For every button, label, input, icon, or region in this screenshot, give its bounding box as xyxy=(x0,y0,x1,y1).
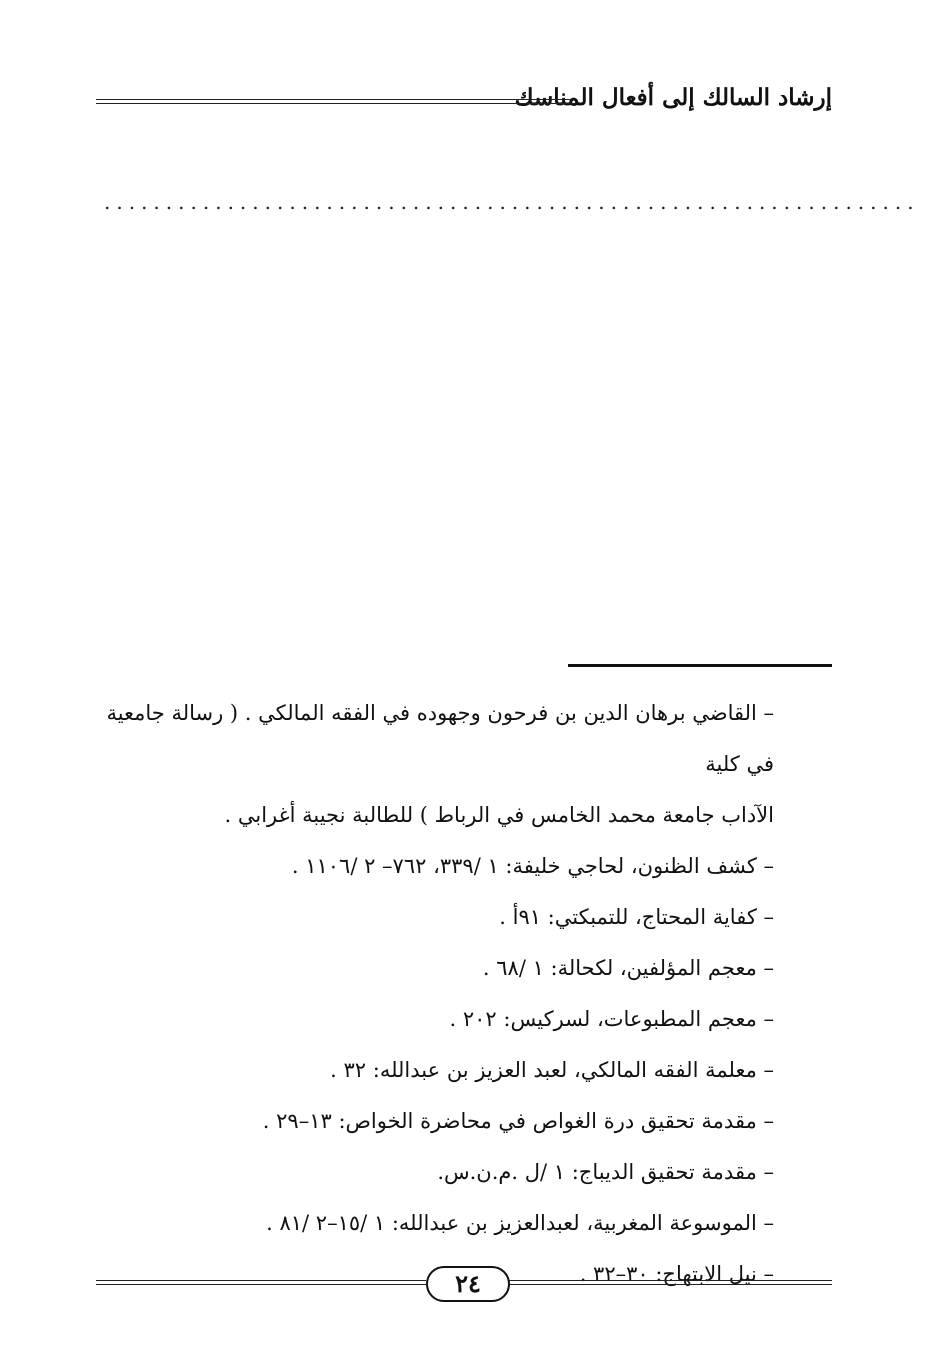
reference-text: – كفاية المحتاج، للتمبكتي: ٩١أ . xyxy=(499,905,774,929)
reference-text: – مقدمة تحقيق درة الغواص في محاضرة الخواص: ١٣–٢٩ . xyxy=(262,1109,774,1133)
dotted-separator: .................................................................. xyxy=(104,190,920,214)
reference-item xyxy=(90,892,774,943)
reference-text: – القاضي برهان الدين بن فرحون وجهوده في الفقه المالكي . ( رسالة جامعية في كلية xyxy=(106,701,774,776)
reference-item xyxy=(90,1045,774,1096)
reference-item xyxy=(90,1147,774,1198)
page-number-badge: ٢٤ xyxy=(426,1266,510,1302)
reference-item xyxy=(90,1096,774,1147)
reference-text-continued: الآداب جامعة محمد الخامس في الرباط ) للطالبة نجيبة أغرابي . xyxy=(224,803,774,827)
reference-item xyxy=(90,994,774,1045)
footnote-rule xyxy=(568,664,832,667)
reference-text: – معجم المؤلفين، لكحالة: ١ /٦٨ . xyxy=(482,956,774,980)
reference-item xyxy=(90,688,774,841)
reference-item xyxy=(90,943,774,994)
reference-item xyxy=(90,841,774,892)
footer-rule-right xyxy=(502,1280,832,1285)
footer-rule-left xyxy=(96,1280,426,1285)
reference-text: – معجم المطبوعات، لسركيس: ٢٠٢ . xyxy=(449,1007,774,1031)
reference-list xyxy=(90,688,774,1300)
page-footer xyxy=(96,1266,832,1306)
reference-text: – الموسوعة المغربية، لعبدالعزيز بن عبدالله: ١ /١٥–٢ /٨١ . xyxy=(266,1211,774,1235)
reference-text: – كشف الظنون، لحاجي خليفة: ١ /٣٣٩، ٧٦٢– ٢ /١١٠٦ . xyxy=(291,854,774,878)
running-header-title: إرشاد السالك إلى أفعال المناسك xyxy=(514,84,832,111)
reference-item xyxy=(90,1198,774,1249)
reference-text: – معلمة الفقه المالكي، لعبد العزيز بن عبدالله: ٣٢ . xyxy=(330,1058,774,1082)
reference-text: – مقدمة تحقيق الديباج: ١ /ل .م.ن.س. xyxy=(437,1160,774,1184)
reference-text: – نيل الابتهاج: ٣٠–٣٢ . xyxy=(579,1262,774,1286)
header-rule xyxy=(96,99,574,104)
